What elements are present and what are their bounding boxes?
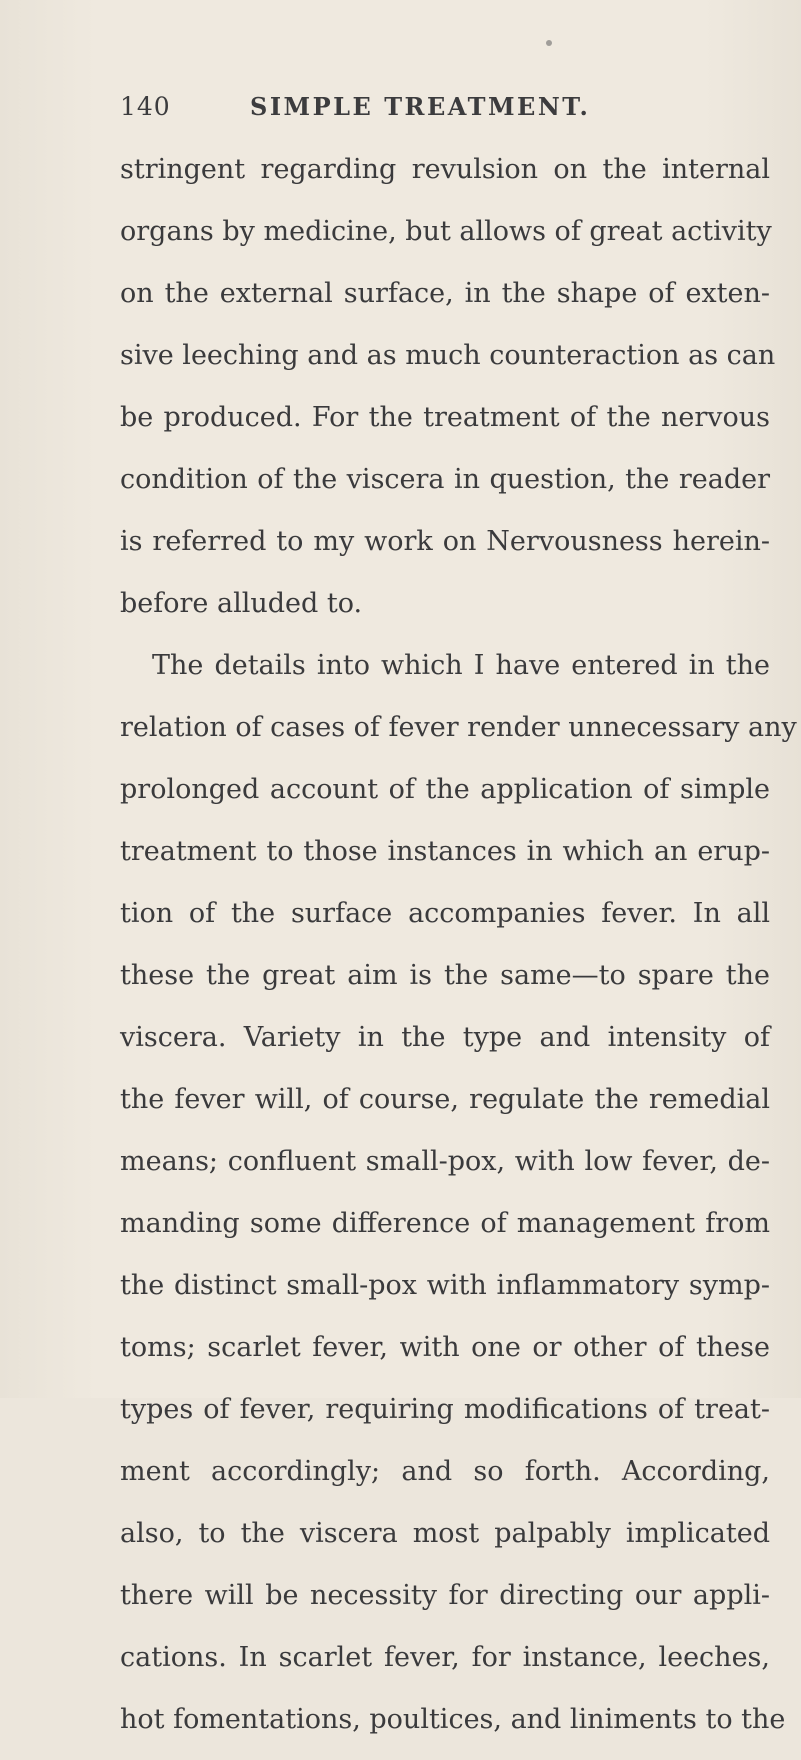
text-line: on the external surface, in the shape of exten- <box>120 278 770 309</box>
text-line: prolonged account of the application of simple <box>120 774 770 805</box>
text-line: also, to the viscera most palpably implicated <box>120 1518 770 1549</box>
text-line: cations. In scarlet fever, for instance, leeches, <box>120 1642 770 1673</box>
text-line: types of fever, requiring modifications of treat- <box>120 1394 770 1425</box>
text-line: viscera. Variety in the type and intensity of <box>120 1022 770 1053</box>
text-line: treatment to those instances in which an erup- <box>120 836 770 867</box>
text-line: hot fomentations, poultices, and liniments to the <box>120 1704 786 1735</box>
text-line: tion of the surface accompanies fever. In all <box>120 898 770 929</box>
text-line: manding some difference of management from <box>120 1208 770 1239</box>
text-line: these the great aim is the same—to spare the <box>120 960 770 991</box>
page-header <box>120 92 770 132</box>
text-line: ment accordingly; and so forth. According, <box>120 1456 770 1487</box>
text-line: there will be necessity for directing our appli- <box>120 1580 770 1611</box>
text-line: means; confluent small-pox, with low fever, de- <box>120 1146 770 1177</box>
text-line: is referred to my work on Nervousness herein- <box>120 526 770 557</box>
paragraph-end-line: before alluded to. <box>120 588 363 619</box>
text-line: stringent regarding revulsion on the internal <box>120 154 770 185</box>
page-number: 140 <box>120 92 171 121</box>
ink-speck <box>546 40 552 46</box>
text-line: the distinct small-pox with inflammatory symp- <box>120 1270 770 1301</box>
text-line: condition of the viscera in question, the reader <box>120 464 770 495</box>
text-line: the fever will, of course, regulate the remedial <box>120 1084 770 1115</box>
body-text <box>120 148 797 1760</box>
text-line: sive leeching and as much counteraction as can <box>120 340 776 371</box>
paragraph-start-line: The details into which I have entered in the <box>152 650 770 681</box>
text-line: organs by medicine, but allows of great activity <box>120 216 772 247</box>
text-line: toms; scarlet fever, with one or other of these <box>120 1332 770 1363</box>
text-line: relation of cases of fever render unnecessary any <box>120 712 797 743</box>
running-head: SIMPLE TREATMENT. <box>250 92 591 121</box>
text-line: be produced. For the treatment of the nervous <box>120 402 770 433</box>
